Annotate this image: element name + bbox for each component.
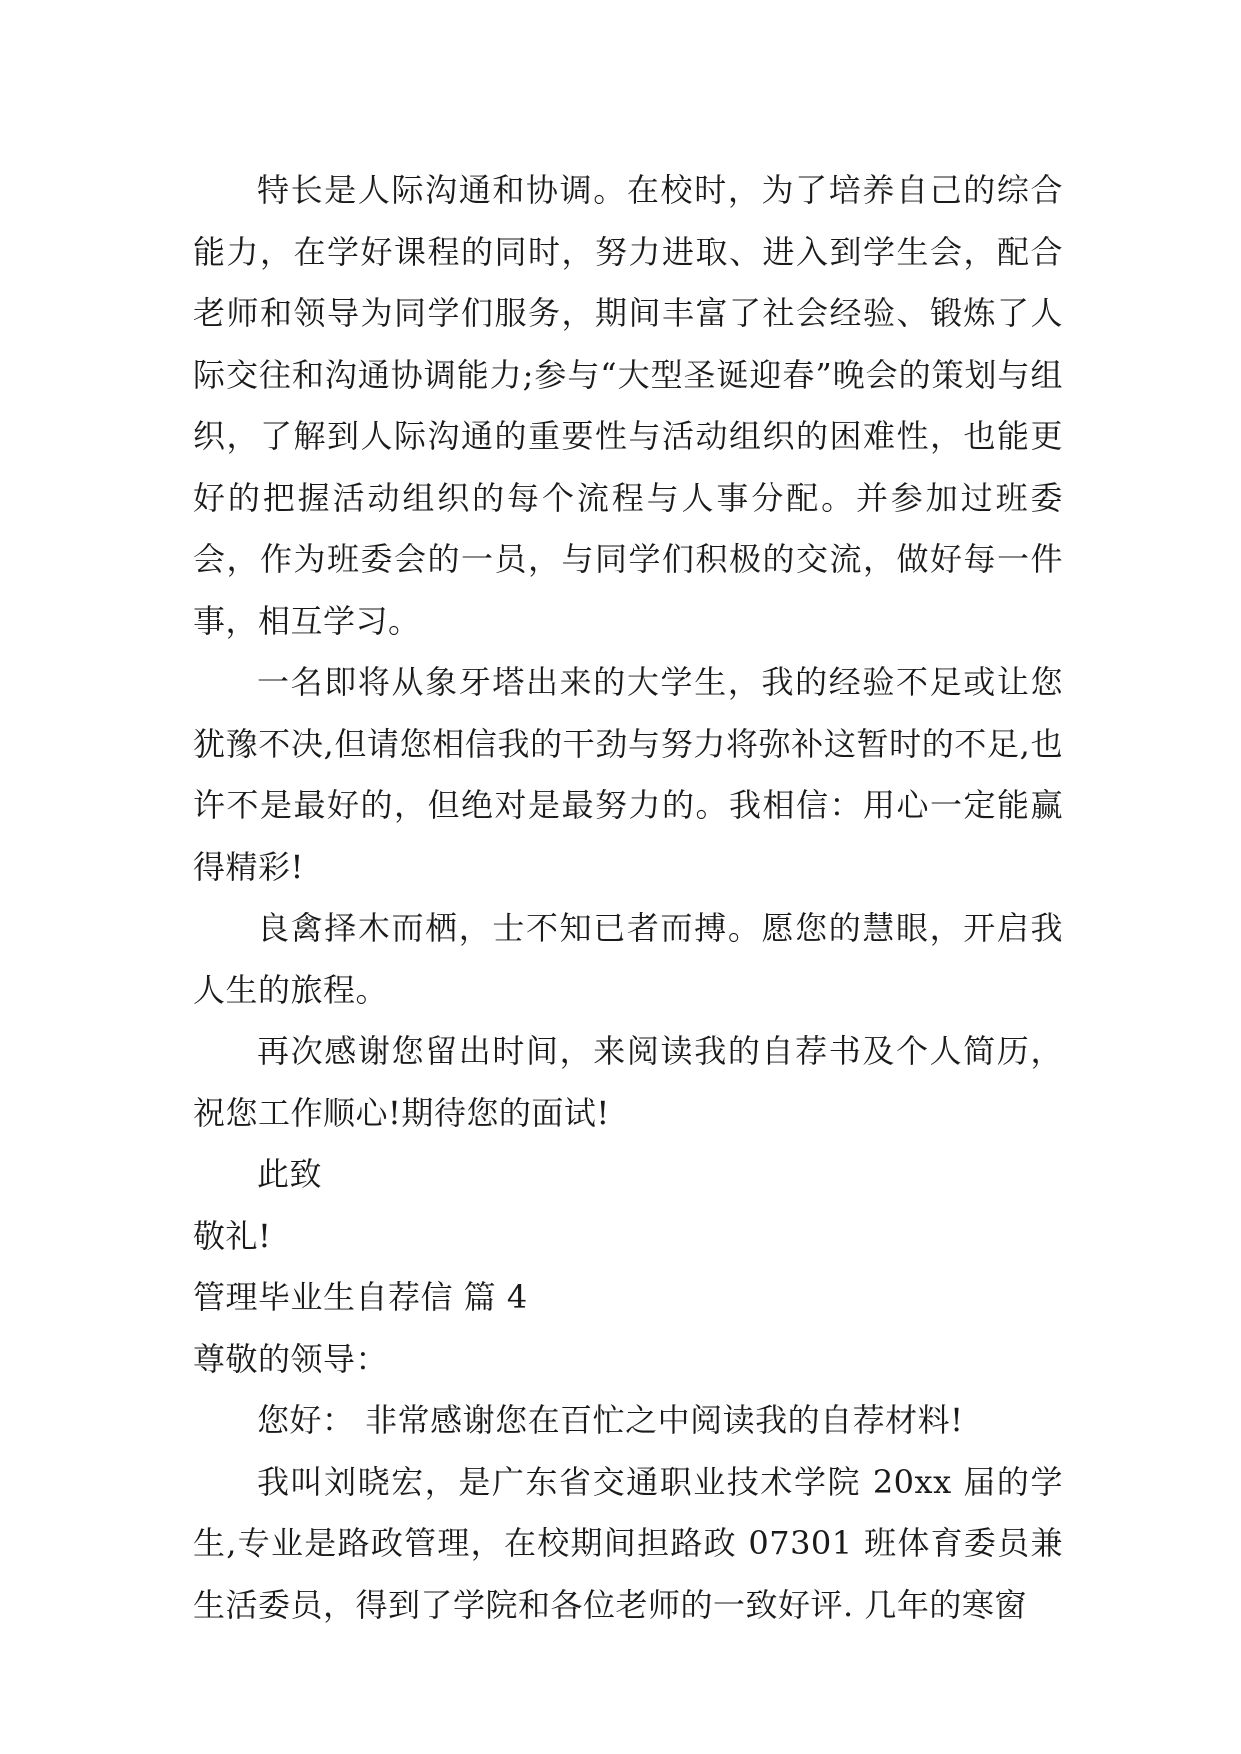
- paragraph-skills: 特长是人际沟通和协调。在校时，为了培养自己的综合能力，在学好课程的同时，努力进取、进入到学生会，配合老师和领导为同学们服务，期间丰富了社会经验、锻炼了人际交往和沟通协调能力;参与“大型圣诞迎春”晚会的策划与组织，了解到人际沟通的重要性与活动组织的困难性，也能更好的把握活动组织的每个流程与人事分配。并参加过班委会，作为班委会的一员，与同学们积极的交流，做好每一件事，相互学习。: [193, 171, 1063, 640]
- paragraph-commitment: 一名即将从象牙塔出来的大学生，我的经验不足或让您犹豫不决,但请您相信我的干劲与努力将弥补这暂时的不足,也许不是最好的，但绝对是最努力的。我相信：用心一定能赢得精彩!: [193, 663, 1063, 886]
- closing-regards: 敬礼!: [193, 1216, 272, 1255]
- section-heading: 管理毕业生自荐信 篇 4: [193, 1278, 528, 1316]
- paragraph-proverb: 良禽择木而栖，士不知已者而搏。愿您的慧眼，开启我人生的旅程。: [193, 909, 1063, 1009]
- document-body: [193, 160, 1063, 1636]
- closing-salutation: 此致: [257, 1155, 323, 1193]
- paragraph-thanks: 再次感谢您留出时间，来阅读我的自荐书及个人简历，祝您工作顺心!期待您的面试!: [193, 1032, 1063, 1132]
- paragraph-opening: 您好： 非常感谢您在百忙之中阅读我的自荐材料!: [257, 1401, 964, 1439]
- paragraph-introduction: 我叫刘晓宏，是广东省交通职业技术学院 20xx 届的学生,专业是路政管理，在校期间担路政 07301 班体育委员兼生活委员，得到了学院和各位老师的一致好评. 几年的寒窗: [193, 1462, 1063, 1624]
- letter-greeting: 尊敬的领导：: [193, 1339, 389, 1378]
